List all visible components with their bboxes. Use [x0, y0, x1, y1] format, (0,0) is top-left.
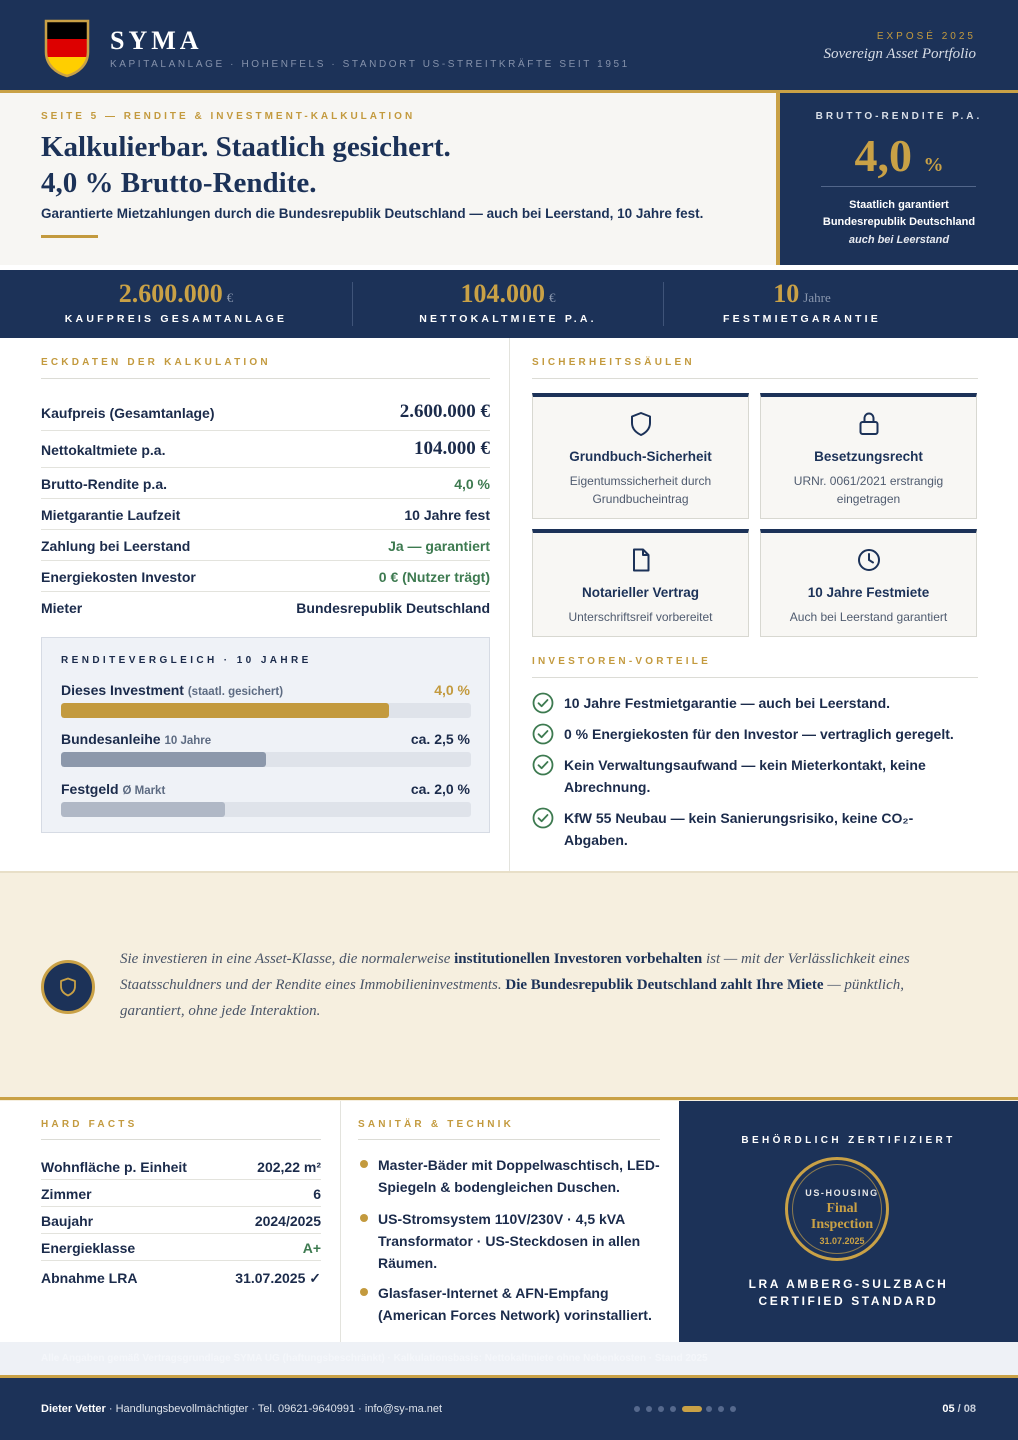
rendite-box [780, 93, 1018, 267]
column-divider [340, 1101, 341, 1342]
row-value: Ja — garantiert [388, 538, 490, 554]
row-label: Brutto-Rendite p.a. [41, 476, 167, 492]
clock-icon [857, 547, 881, 573]
table-row [41, 1234, 321, 1261]
card-title: Notarieller Vertrag [581, 585, 700, 600]
hero [0, 93, 776, 265]
cert-authority [679, 1276, 1018, 1310]
hardfacts-heading: HARD FACTS [41, 1119, 138, 1130]
shield-icon [59, 977, 77, 997]
lock-icon [857, 411, 881, 437]
quote-band [0, 873, 1018, 1095]
technik-text: Glasfaser-Internet & AFN-Empfang (American Forces Network) vorinstalliert. [378, 1285, 652, 1323]
row-value: 0 € (Nutzer trägt) [378, 569, 490, 585]
rendite-line-2: Bundesrepublik Deutschland [822, 216, 976, 228]
key-metrics-bar [0, 270, 1018, 338]
hero-accent-line [41, 235, 98, 238]
metric-kaufpreis [0, 270, 352, 338]
card-title: Besetzungsrecht [814, 449, 923, 464]
seal-line-2: Inspection [810, 1217, 874, 1232]
card-title: 10 Jahre Festmiete [807, 585, 930, 600]
vergleich-heading: RENDITEVERGLEICH · 10 JAHRE [61, 655, 312, 666]
row-value: A+ [302, 1240, 321, 1256]
vergleich-name: Dieses Investment [61, 682, 184, 698]
vergleich-bar [61, 752, 266, 767]
hero-description: Garantierte Mietzahlungen durch die Bundesrepublik Deutschland — auch bei Leerstand, 10 Jahre fest. [41, 206, 704, 221]
row-label: Baujahr [41, 1213, 94, 1229]
row-label: Abnahme LRA [41, 1270, 138, 1286]
vergleich-value: ca. 2,0 % [410, 781, 470, 797]
metric-unit: € [226, 290, 234, 305]
contact-name: Dieter Vetter [41, 1403, 106, 1415]
section-rule [41, 378, 490, 379]
row-value: 2.600.000 € [399, 401, 490, 422]
row-label: Zimmer [41, 1186, 92, 1202]
cert-heading: BEHÖRDLICH ZERTIFIZIERT [741, 1135, 956, 1146]
footer [0, 1378, 1018, 1440]
page-dot [670, 1406, 676, 1412]
rendite-guarantee [780, 197, 1018, 231]
vergleich-track [61, 802, 471, 817]
row-value: 6 [313, 1186, 321, 1202]
rendite-unit: % [923, 154, 944, 176]
rendite-divider [821, 186, 976, 187]
vergleich-bar [61, 703, 389, 718]
gold-divider [0, 1097, 1018, 1100]
metric-unit: € [549, 290, 556, 305]
metric-label: KAUFPREIS GESAMTANLAGE [64, 313, 288, 325]
check-circle-icon [532, 807, 554, 829]
check-circle-icon [532, 754, 554, 776]
vergleich-label [61, 682, 283, 698]
row-label: Wohnfläche p. Einheit [41, 1159, 187, 1175]
vergleich-track [61, 703, 471, 718]
table-row [41, 1180, 321, 1207]
row-value: 2024/2025 [254, 1213, 321, 1229]
card-desc: Eigentumssicherheit durch Grundbucheintrag [569, 474, 712, 506]
cert-line-2: CERTIFIED STANDARD [758, 1294, 939, 1308]
seal-inner-ring [792, 1164, 882, 1254]
table-row [41, 1264, 321, 1291]
vergleich-note: (staatl. gesichert) [187, 686, 284, 698]
card-desc: URNr. 0061/2021 erstrangig eingetragen [793, 474, 944, 506]
rendite-vergleich [41, 637, 490, 833]
page-dot [646, 1406, 652, 1412]
metric-unit: Jahre [803, 290, 831, 305]
section-rule [358, 1139, 660, 1140]
vorteil-text: 0 % Energiekosten für den Investor — vertraglich geregelt. [564, 726, 954, 742]
list-item [358, 1282, 658, 1328]
row-value: 104.000 € [414, 438, 490, 459]
title-line-2: 4,0 % Brutto-Rendite. [41, 167, 317, 199]
row-value: 4,0 % [454, 476, 490, 492]
quote-badge [41, 960, 95, 1014]
metric-festmiete [664, 270, 940, 338]
table-row [41, 561, 490, 592]
seal-date: 31.07.2025 [819, 1236, 865, 1246]
card-besetzungsrecht [760, 393, 977, 519]
page-number [942, 1403, 976, 1415]
brand-name: SYMA [110, 26, 203, 55]
check-circle-icon [532, 723, 554, 745]
quote-emphasis: Die Bundesrepublik Deutschland zahlt Ihre Miete [505, 977, 824, 993]
row-label: Kaufpreis (Gesamtanlage) [41, 405, 215, 421]
seal-top-text: US-HOUSING [805, 1188, 879, 1198]
brand-subtitle: KAPITALANLAGE · HOHENFELS · STANDORT US-STREITKRÄFTE SEIT 1951 [110, 59, 630, 70]
eckdaten-heading: ECKDATEN DER KALKULATION [41, 357, 271, 368]
row-label: Energiekosten Investor [41, 569, 196, 585]
list-item [358, 1154, 658, 1200]
title-line-1: Kalkulierbar. Staatlich gesichert. [41, 131, 451, 163]
row-label: Mietgarantie Laufzeit [41, 507, 181, 523]
seal-main-text [793, 1201, 891, 1233]
vergleich-name: Bundesanleihe [61, 731, 161, 747]
technik-text: US-Stromsystem 110V/230V · 4,5 kVA Transformator · US-Steckdosen in allen Räumen. [378, 1211, 641, 1271]
metric-label: FESTMIETGARANTIE [723, 313, 881, 325]
bullet-dot [360, 1160, 368, 1168]
row-label: Zahlung bei Leerstand [41, 538, 191, 554]
page-current: 05 [942, 1403, 955, 1415]
inspection-seal [785, 1157, 889, 1261]
page-dot [730, 1406, 736, 1412]
row-label: Nettokaltmiete p.a. [41, 442, 166, 458]
page-kicker: SEITE 5 — RENDITE & INVESTMENT-KALKULATION [41, 111, 416, 122]
cert-line-1: LRA AMBERG-SULZBACH [748, 1277, 949, 1291]
vorteil-text: KfW 55 Neubau — kein Sanierungsrisiko, keine CO₂-Abgaben. [564, 810, 914, 848]
rendite-value [780, 129, 1018, 182]
quote-emphasis: institutionellen Investoren vorbehalten [454, 951, 703, 967]
vergleich-value: ca. 2,5 % [410, 731, 470, 747]
vorteile-heading: INVESTOREN-VORTEILE [532, 656, 711, 667]
metric-nettokaltmiete [353, 270, 663, 338]
expose-label: EXPOSÉ 2025 [876, 31, 976, 42]
list-item [532, 723, 972, 747]
card-desc: Auch bei Leerstand garantiert [789, 610, 948, 624]
card-desc: Unterschriftsreif vorbereitet [568, 610, 713, 624]
page-dot-active [682, 1406, 702, 1412]
table-row [41, 592, 490, 623]
bullet-dot [360, 1288, 368, 1296]
section-rule [532, 677, 978, 678]
portfolio-label: Sovereign Asset Portfolio [823, 46, 976, 62]
contact-details: · Handlungsbevollmächtigter · Tel. 09621-9640991 · info@sy-ma.net [105, 1403, 443, 1415]
footer-contact [41, 1403, 442, 1415]
vergleich-label [61, 781, 165, 797]
rendite-line-1: Staatlich garantiert [849, 199, 949, 211]
table-row [41, 468, 490, 499]
row-label: Energieklasse [41, 1240, 136, 1256]
vergleich-value: 4,0 % [434, 682, 470, 698]
document-icon [629, 547, 653, 573]
table-row [41, 394, 490, 431]
quote-part: Sie investieren in eine Asset-Klasse, die normalerweise [120, 951, 455, 967]
vergleich-note: Ø Markt [122, 785, 166, 797]
page-dot [706, 1406, 712, 1412]
technik-heading: SANITÄR & TECHNIK [358, 1119, 515, 1130]
list-item [532, 807, 972, 853]
disclaimer-text: Alle Angaben gemäß Vertragsgrundlage SYMA UG (haftungsbeschränkt) · Kalkulationsbasis: Nettokaltmiete ohne Nebenkosten · Stand 2025 [41, 1353, 708, 1364]
metric-label: NETTOKALTMIETE P.A. [419, 313, 597, 325]
row-label: Mieter [41, 600, 83, 616]
row-value: 202,22 m² [257, 1159, 321, 1175]
vergleich-label [61, 731, 211, 747]
row-value: Bundesrepublik Deutschland [296, 600, 490, 616]
vergleich-track [61, 752, 471, 767]
rendite-number: 4,0 [854, 130, 912, 181]
check-circle-icon [532, 692, 554, 714]
disclaimer-bar [0, 1342, 1018, 1375]
vorteil-text: 10 Jahre Festmietgarantie — auch bei Leerstand. [564, 695, 891, 711]
saeulen-heading: SICHERHEITSSÄULEN [532, 357, 695, 368]
vorteil-text: Kein Verwaltungsaufwand — kein Mieterkontakt, keine Abrechnung. [564, 757, 926, 795]
certification-panel [679, 1101, 1018, 1342]
bullet-dot [360, 1214, 368, 1222]
page-dot [634, 1406, 640, 1412]
quote-text [120, 946, 960, 1024]
row-value: 10 Jahre fest [404, 507, 490, 523]
list-item [532, 692, 972, 716]
seal-line-1: Final [826, 1201, 858, 1216]
list-item [532, 754, 972, 800]
metric-value: 104.000 [460, 279, 545, 308]
section-rule [41, 1139, 321, 1140]
metric-value: 10 [773, 279, 800, 308]
column-divider [509, 338, 510, 871]
page-dot [658, 1406, 664, 1412]
technik-text: Master-Bäder mit Doppelwaschtisch, LED-Spiegeln & bodengleichen Duschen. [378, 1157, 660, 1195]
table-row [41, 431, 490, 468]
vergleich-bar [61, 802, 225, 817]
table-row [41, 530, 490, 561]
section-rule [532, 378, 978, 379]
page-total: / 08 [954, 1403, 976, 1415]
quote-part: ist — mit der Verlässlichkeit eines Staatsschuldners und der Rendite eines Immobilieninvestments. [120, 951, 910, 993]
row-value: 31.07.2025 ✓ [235, 1270, 321, 1286]
vergleich-note: 10 Jahre [164, 735, 212, 747]
card-grundbuch [532, 393, 749, 519]
table-row [41, 499, 490, 530]
rendite-label: BRUTTO-RENDITE P.A. [815, 111, 983, 122]
table-row [41, 1153, 321, 1180]
card-title: Grundbuch-Sicherheit [569, 449, 712, 464]
card-notar [532, 529, 749, 637]
table-row [41, 1207, 321, 1234]
page-dot [718, 1406, 724, 1412]
page-title [41, 129, 451, 201]
metric-value: 2.600.000 [118, 279, 223, 308]
shield-icon [629, 411, 653, 437]
quote-part: — pünktlich, garantiert, ohne jede Interaktion. [120, 977, 904, 1019]
rendite-line-3: auch bei Leerstand [848, 234, 950, 246]
card-festmiete [760, 529, 977, 637]
list-item [358, 1208, 658, 1276]
header [0, 0, 1018, 90]
flag-shield-icon [43, 18, 91, 78]
vergleich-name: Festgeld [61, 781, 119, 797]
